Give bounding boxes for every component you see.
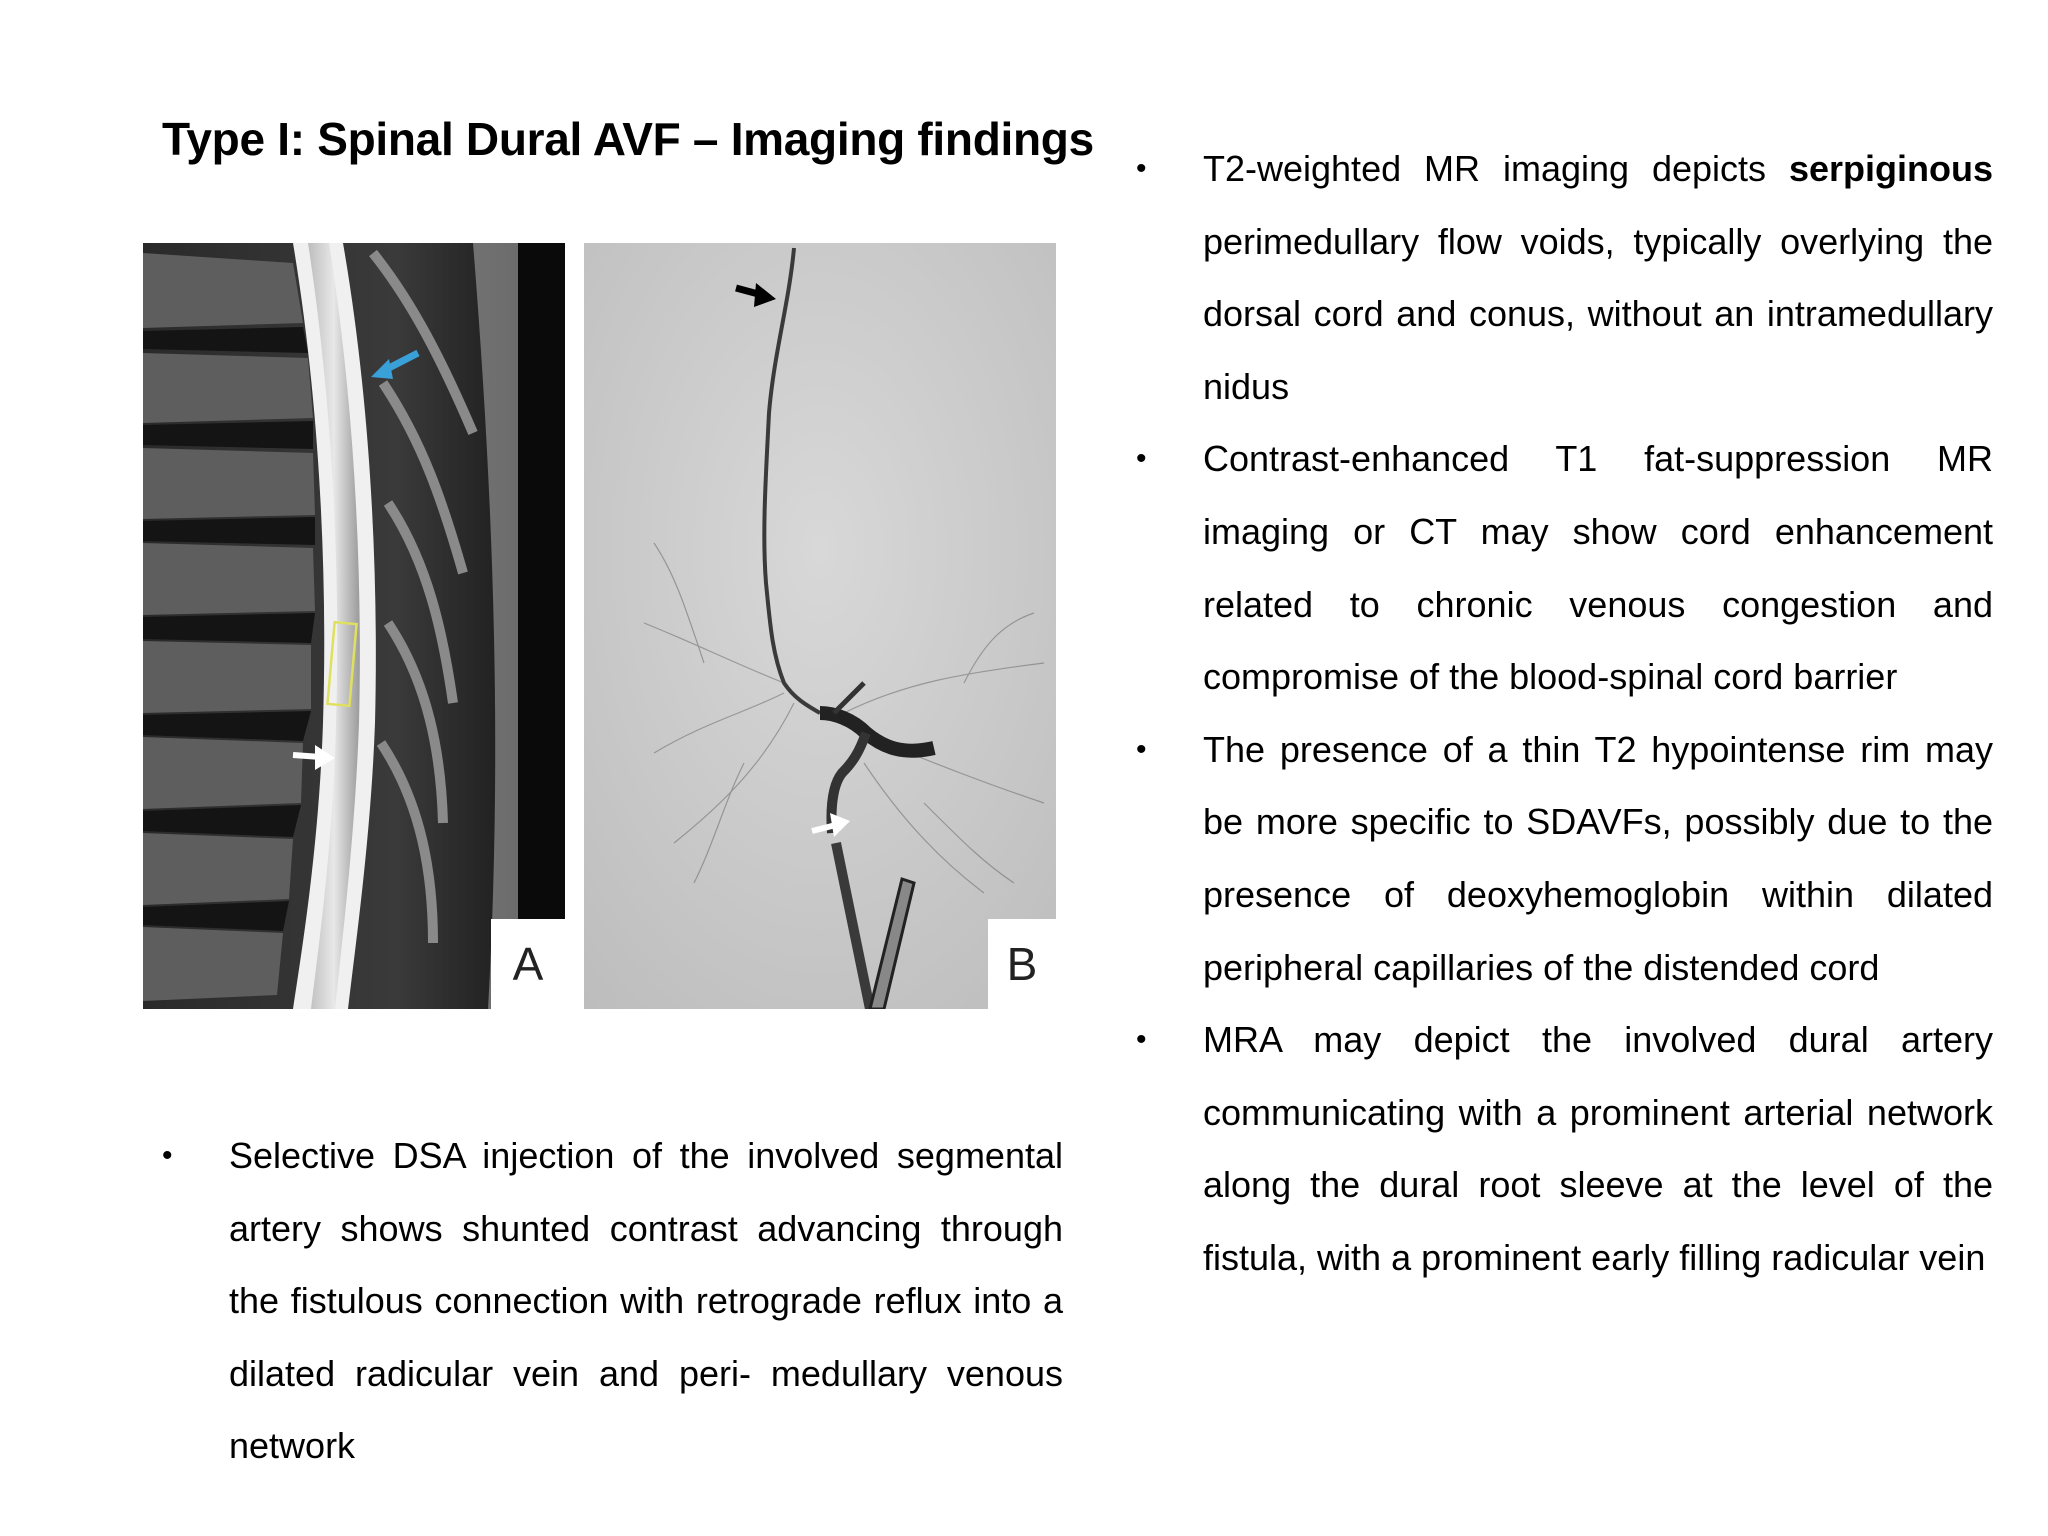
bullet-text: Selective DSA injection of the involved segmental artery shows shunted contrast advancing through the fistulous connection with retrograde reflux into a dilated radicular vein and peri- medullary venous network bbox=[229, 1135, 1063, 1467]
mri-panel-a bbox=[143, 243, 565, 1009]
list-item bbox=[1136, 133, 1993, 423]
panel-a-label: A bbox=[491, 919, 565, 1009]
dsa-panel-b bbox=[584, 243, 1056, 1009]
left-bullet-list bbox=[162, 1120, 1063, 1483]
right-bullet-list bbox=[1136, 133, 1993, 1295]
bullet-dot: • bbox=[1136, 1023, 1147, 1057]
list-item bbox=[1136, 714, 1993, 1004]
bullet-dot: • bbox=[1136, 732, 1147, 766]
bullet-dot: • bbox=[162, 1139, 173, 1172]
panel-b-label: B bbox=[988, 919, 1056, 1009]
bullet-text: perimedullary flow voids, typically overlying the dorsal cord and conus, without an intramedullary nidus bbox=[1203, 220, 1993, 407]
list-item bbox=[1136, 1004, 1993, 1294]
bullet-text: MRA may depict the involved dural artery communicating with a prominent arterial network along the dural root sleeve at the level of the fistula, with a prominent early filling radicular vein bbox=[1203, 1019, 1993, 1278]
bullet-dot: • bbox=[1136, 152, 1147, 185]
list-item bbox=[162, 1120, 1063, 1483]
list-item bbox=[1136, 423, 1993, 713]
bullet-text: T2-weighted MR imaging depicts bbox=[1203, 148, 1789, 189]
mri-sagittal-image bbox=[143, 243, 565, 1009]
bullet-text: Contrast-enhanced T1 fat-suppression MR imaging or CT may show cord enhancement related to chronic venous congestion and compromise of the blood-spinal cord barrier bbox=[1203, 438, 1993, 698]
bullet-bold-text: serpiginous bbox=[1788, 148, 1993, 189]
slide-title: Type I: Spinal Dural AVF – Imaging findings bbox=[162, 113, 1094, 165]
bullet-text: The presence of a thin T2 hypointense rim may be more specific to SDAVFs, possibly due to the presence of deoxyhemoglobin within dilated peripheral capillaries of the distended cord bbox=[1203, 728, 1993, 988]
dsa-angiogram-image bbox=[584, 243, 1056, 1009]
bullet-dot: • bbox=[1136, 442, 1147, 476]
